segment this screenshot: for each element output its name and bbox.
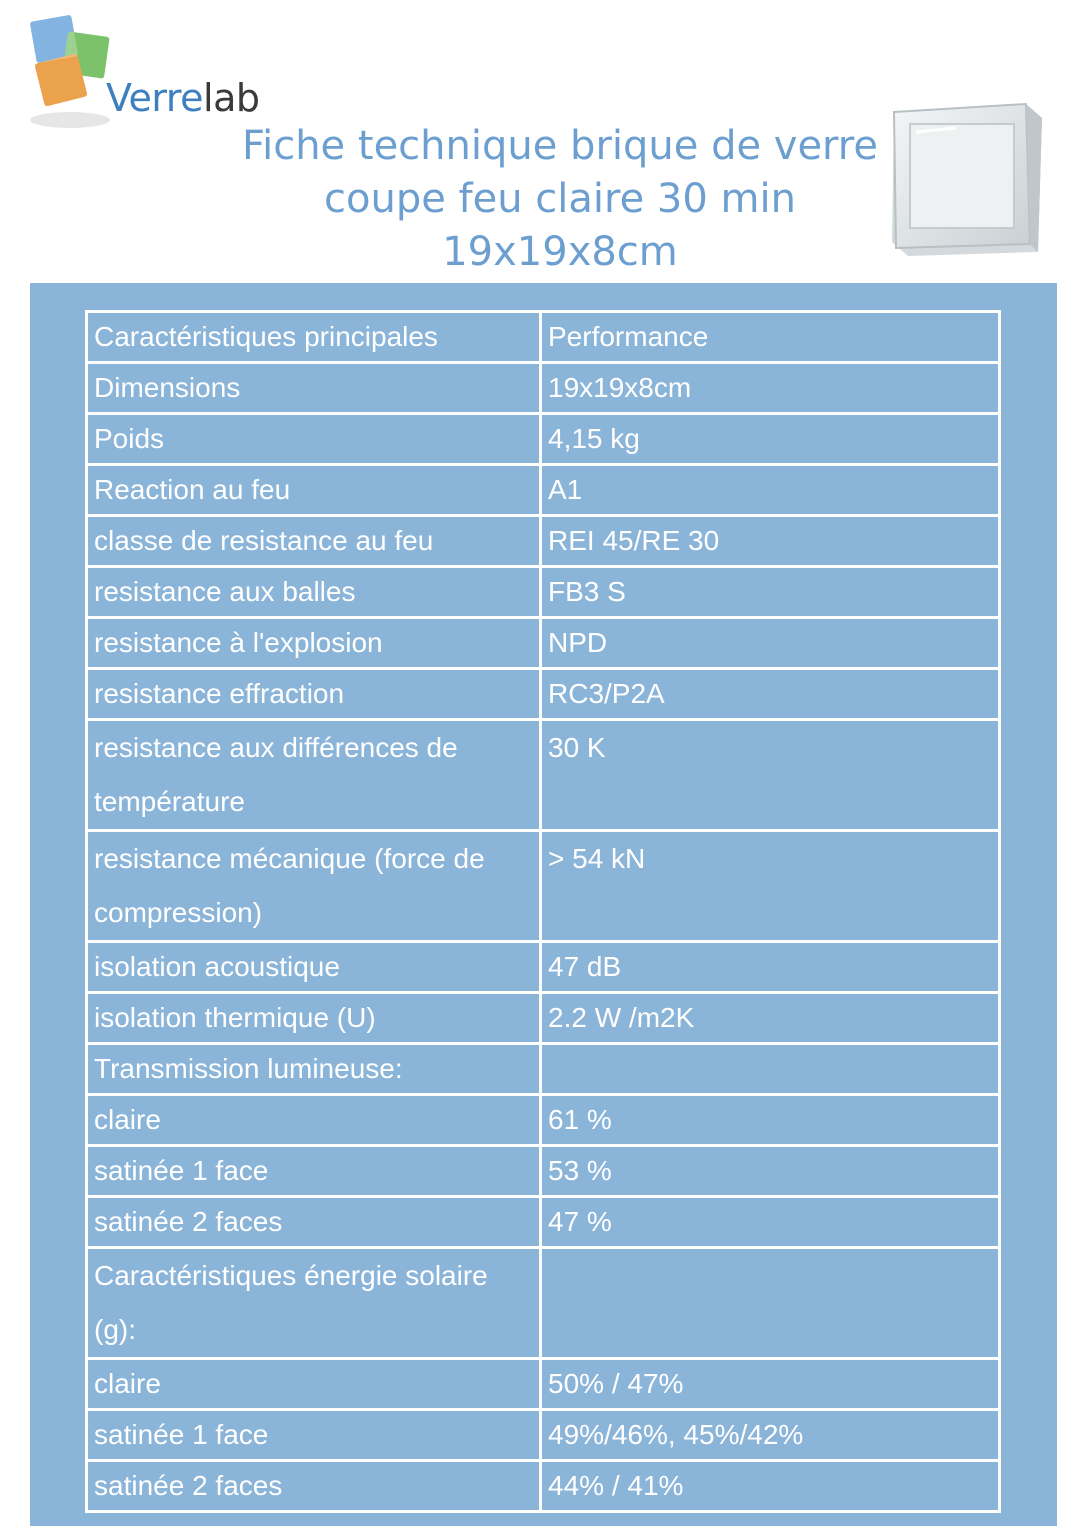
row-value: 47 dB xyxy=(542,943,1001,994)
table-row xyxy=(88,832,1001,943)
row-label: Poids xyxy=(88,415,542,466)
row-value: 53 % xyxy=(542,1147,1001,1198)
row-label: claire xyxy=(88,1096,542,1147)
table-row xyxy=(88,517,1001,568)
row-label: isolation thermique (U) xyxy=(88,994,542,1045)
row-value: 47 % xyxy=(542,1198,1001,1249)
row-value: Performance xyxy=(542,313,1001,364)
spec-table xyxy=(85,310,1001,1513)
row-label: resistance effraction xyxy=(88,670,542,721)
table-row xyxy=(88,943,1001,994)
row-value: 2.2 W /m2K xyxy=(542,994,1001,1045)
row-label: Transmission lumineuse: xyxy=(88,1045,542,1096)
table-row xyxy=(88,364,1001,415)
row-value: 49%/46%, 45%/42% xyxy=(542,1411,1001,1462)
table-row xyxy=(88,1462,1001,1513)
table-row xyxy=(88,568,1001,619)
table-row xyxy=(88,670,1001,721)
table-row xyxy=(88,1147,1001,1198)
glass-brick-image xyxy=(886,98,1046,258)
row-label: resistance aux différences de température xyxy=(88,721,542,832)
brand-name xyxy=(106,76,260,120)
row-label: isolation acoustique xyxy=(88,943,542,994)
brand-part-lab: lab xyxy=(203,76,260,120)
row-value xyxy=(542,1045,1001,1096)
row-label: resistance mécanique (force de compression) xyxy=(88,832,542,943)
row-value: REI 45/RE 30 xyxy=(542,517,1001,568)
row-label: Caractéristiques énergie solaire (g): xyxy=(88,1249,542,1360)
row-value: RC3/P2A xyxy=(542,670,1001,721)
row-label: satinée 1 face xyxy=(88,1411,542,1462)
table-row xyxy=(88,313,1001,364)
row-label: resistance à l'explosion xyxy=(88,619,542,670)
row-value: FB3 S xyxy=(542,568,1001,619)
row-label: satinée 1 face xyxy=(88,1147,542,1198)
row-label: resistance aux balles xyxy=(88,568,542,619)
page-title: Fiche technique brique de verre coupe feu claire 30 min 19x19x8cm xyxy=(242,123,878,275)
brand-part-verre: Verre xyxy=(106,76,204,120)
table-row xyxy=(88,1198,1001,1249)
row-label: satinée 2 faces xyxy=(88,1462,542,1513)
table-row xyxy=(88,1360,1001,1411)
row-value: 61 % xyxy=(542,1096,1001,1147)
row-value xyxy=(542,1249,1001,1360)
table-row xyxy=(88,619,1001,670)
row-label: Reaction au feu xyxy=(88,466,542,517)
row-value: 19x19x8cm xyxy=(542,364,1001,415)
table-row xyxy=(88,1411,1001,1462)
row-value: > 54 kN xyxy=(542,832,1001,943)
table-row xyxy=(88,415,1001,466)
table-row xyxy=(88,1249,1001,1360)
row-value: NPD xyxy=(542,619,1001,670)
row-value: A1 xyxy=(542,466,1001,517)
row-label: claire xyxy=(88,1360,542,1411)
row-label: classe de resistance au feu xyxy=(88,517,542,568)
table-row xyxy=(88,1096,1001,1147)
row-label: Dimensions xyxy=(88,364,542,415)
row-value: 44% / 41% xyxy=(542,1462,1001,1513)
table-row xyxy=(88,721,1001,832)
row-label: satinée 2 faces xyxy=(88,1198,542,1249)
row-value: 30 K xyxy=(542,721,1001,832)
table-row xyxy=(88,994,1001,1045)
table-row xyxy=(88,466,1001,517)
row-label: Caractéristiques principales xyxy=(88,313,542,364)
row-value: 50% / 47% xyxy=(542,1360,1001,1411)
row-value: 4,15 kg xyxy=(542,415,1001,466)
table-row xyxy=(88,1045,1001,1096)
